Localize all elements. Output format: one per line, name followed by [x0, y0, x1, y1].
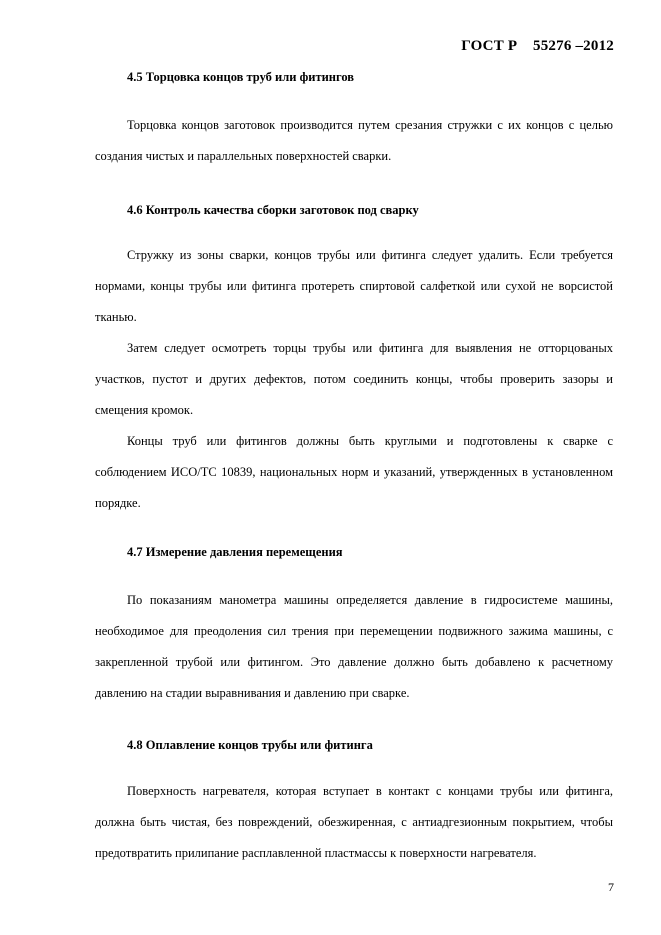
document-header-standard: ГОСТ Р 55276 –2012	[461, 38, 614, 54]
section-heading-4-5: 4.5 Торцовка концов труб или фитингов	[127, 70, 355, 84]
section-4-5-paragraph-1: Торцовка концов заготовок производится путем срезания стружки с их концов с целью создания чистых и параллельных поверхностей сварки.	[95, 118, 613, 163]
section-4-6-paragraph-1: Стружку из зоны сварки, концов трубы или фитинга следует удалить. Если требуется нормами, концы трубы или фитинга протереть спиртовой салфеткой или сухой не ворсистой тканью.	[95, 248, 613, 324]
section-4-6-paragraph-2: Затем следует осмотреть торцы трубы или фитинга для выявления не отторцованых участков, пустот и других дефектов, потом соединить концы, чтобы проверить зазоры и смещения кромок.	[95, 341, 613, 417]
page-number: 7	[608, 880, 614, 894]
section-4-8-paragraph-1: Поверхность нагревателя, которая вступает в контакт с концами трубы или фитинга, должна быть чистая, без повреждений, обезжиренная, с антиадгезионным покрытием, чтобы предотвратить прилипание расплавленной пластмассы к поверхности нагревателя.	[95, 784, 613, 860]
section-4-6-paragraph-3: Концы труб или фитингов должны быть круглыми и подготовлены к сварке с соблюдением ИСО/ТС 10839, национальных норм и указаний, утвержденных в установленном порядке.	[95, 434, 613, 510]
section-4-7-paragraph-1: По показаниям манометра машины определяется давление в гидросистеме машины, необходимое для преодоления сил трения при перемещении подвижного зажима машины, с закрепленной трубой или фитингом. Это давление должно быть добавлено к расчетному давлению на стадии выравнивания и давлению при сварке.	[95, 593, 613, 700]
section-heading-4-7: 4.7 Измерение давления перемещения	[127, 545, 343, 559]
section-heading-4-8: 4.8 Оплавление концов трубы или фитинга	[127, 738, 373, 752]
section-heading-4-6: 4.6 Контроль качества сборки заготовок под сварку	[127, 203, 419, 217]
